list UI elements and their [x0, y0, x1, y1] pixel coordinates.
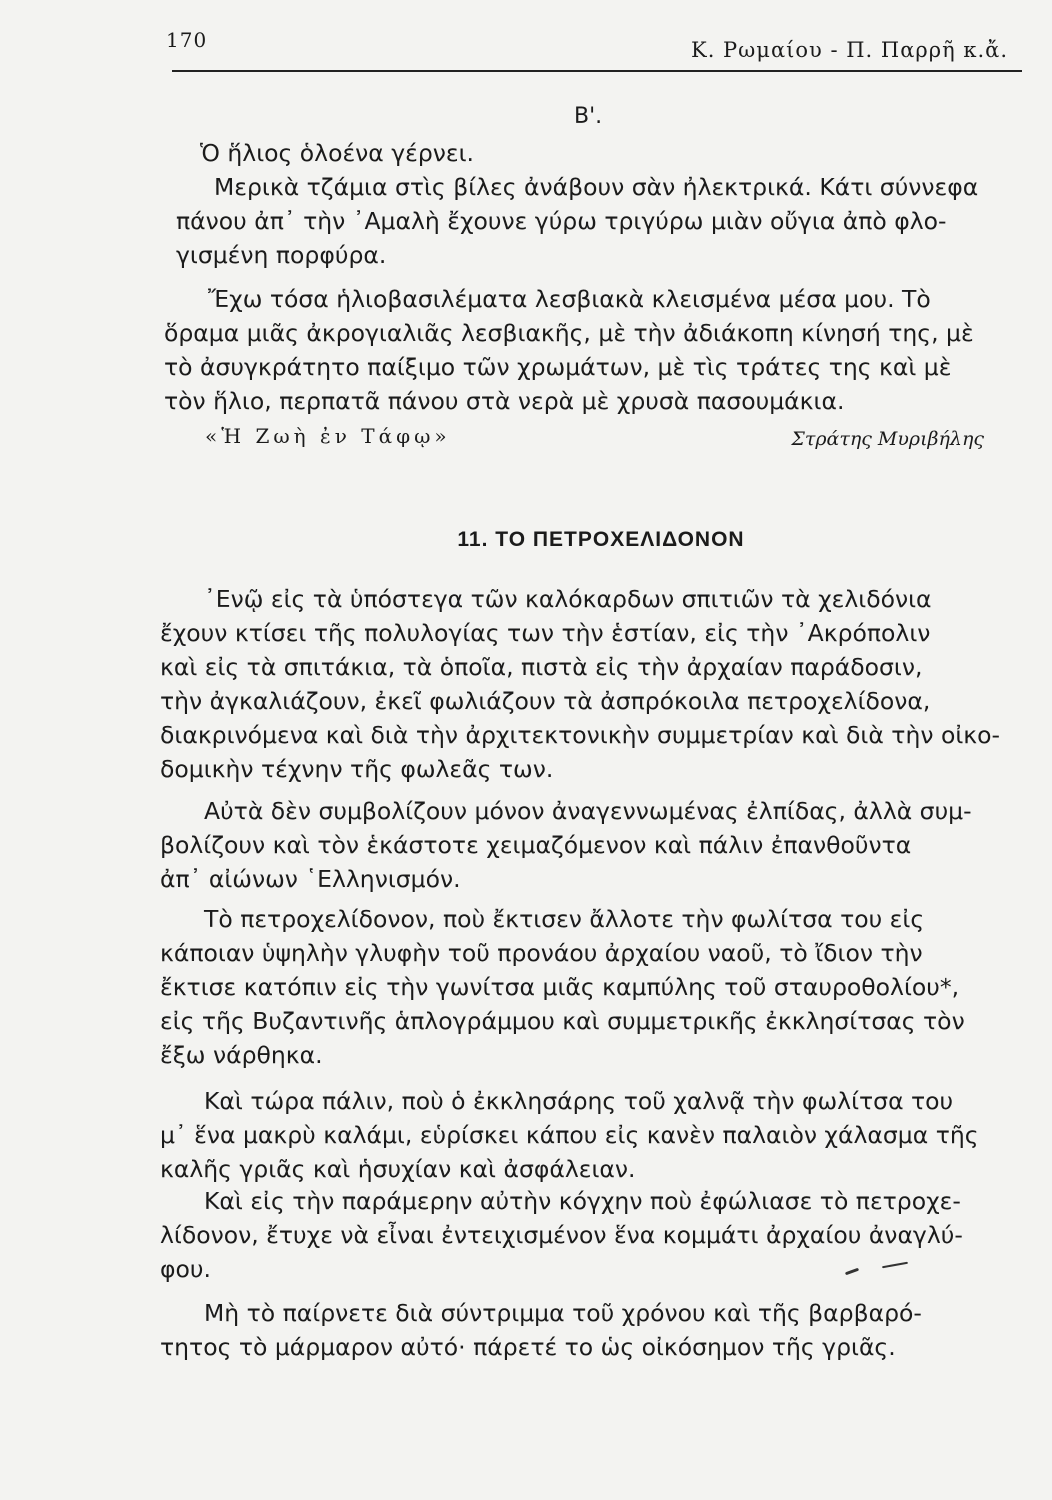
text-line: ἀπ᾽ αἰώνων ῾Ελληνισμόν.	[160, 865, 461, 893]
text-line: καλῆς γριᾶς καὶ ἡσυχίαν καὶ ἀσφάλειαν.	[160, 1155, 636, 1183]
author-name: Στράτης Μυριβήλης	[791, 428, 984, 450]
text-line: διακρινόμενα καὶ διὰ τὴν ἀρχιτεκτονικὴν συμμετρίαν καὶ διὰ τὴν οἰκο-	[160, 721, 1000, 749]
text-line: ᾽Ενῷ εἰς τὰ ὑπόστεγα τῶν καλόκαρδων σπιτιῶν τὰ χελιδόνια	[204, 585, 932, 613]
paragraph-c-1	[160, 582, 1000, 786]
text-line: ἔχουν κτίσει τῆς πολυλογίας των τὴν ἑστίαν, εἰς τὴν ᾽Ακρόπολιν	[160, 619, 931, 647]
text-line: ἔκτισε κατόπιν εἰς τὴν γωνίτσα μιᾶς καμπύλης τοῦ σταυροθολίου*,	[160, 973, 960, 1001]
paragraph-c-2	[160, 794, 972, 896]
text-line: Ὁ ἥλιος ὁλοένα γέρνει.	[200, 139, 475, 167]
text-line: καὶ εἰς τὰ σπιτάκια, τὰ ὁποῖα, πιστὰ εἰς τὴν ἀρχαίαν παράδοσιν,	[160, 653, 923, 681]
text-line: μ᾽ ἕνα μακρὺ καλάμι, εὑρίσκει κάπου εἰς κανὲν παλαιὸν χάλασμα τῆς	[160, 1121, 979, 1149]
running-title: Κ. Ρωμαίου - Π. Παρρῆ κ.ἄ.	[691, 38, 1008, 62]
text-line: Μὴ τὸ παίρνετε διὰ σύντριμμα τοῦ χρόνου καὶ τῆς βαρβαρό-	[204, 1299, 922, 1327]
paragraph-b-1	[200, 136, 474, 170]
text-line: Καὶ εἰς τὴν παράμερην αὐτὴν κόγχην ποὺ ἐφώλιασε τὸ πετροχε-	[204, 1187, 961, 1215]
text-line: Μερικὰ τζάμια στὶς βίλες ἀνάβουν σὰν ἠλεκτρικά. Κάτι σύννεφα	[214, 173, 979, 201]
text-line: εἰς τῆς Βυζαντινῆς ἁπλογράμμου καὶ συμμετρικῆς ἐκκλησίτσας τὸν	[160, 1007, 965, 1035]
text-line: λίδονον, ἔτυχε νὰ εἶναι ἐντειχισμένον ἕνα κομμάτι ἀρχαίου ἀναγλύ-	[160, 1221, 963, 1249]
paragraph-c-6	[160, 1296, 922, 1364]
header-rule	[172, 70, 1022, 72]
text-line: ἔξω νάρθηκα.	[160, 1041, 323, 1069]
text-line: ὅραμα μιᾶς ἀκρογιαλιᾶς λεσβιακῆς, μὲ τὴν ἀδιάκοπη κίνησή της, μὲ	[164, 319, 974, 347]
paragraph-b-2	[176, 170, 979, 272]
text-line: πάνου ἀπ᾽ τὴν ᾽Αμαλὴ ἔχουνε γύρω τριγύρω μιὰν οὔγια ἀπὸ φλο-	[176, 207, 947, 235]
paragraph-b-3	[164, 282, 974, 418]
paragraph-c-4	[160, 1084, 979, 1186]
text-line: βολίζουν καὶ τὸν ἑκάστοτε χειμαζόμενον καὶ πάλιν ἐπανθοῦντα	[160, 831, 912, 859]
paragraph-c-3	[160, 902, 965, 1072]
text-line: δομικὴν τέχνην τῆς φωλεᾶς των.	[160, 755, 554, 783]
text-line: κάποιαν ὑψηλὴν γλυφὴν τοῦ προνάου ἀρχαίου ναοῦ, τὸ ἴδιον τὴν	[160, 939, 923, 967]
text-line: τητος τὸ μάρμαρον αὐτό· πάρετέ το ὡς οἰκόσημον τῆς γριᾶς.	[160, 1333, 896, 1361]
text-line: τὸν ἥλιο, περπατᾶ πάνου στὰ νερὰ μὲ χρυσὰ πασουμάκια.	[164, 387, 845, 415]
source-title: «Ἡ Ζωὴ ἐν Τάφῳ»	[205, 424, 451, 448]
text-line: γισμένη πορφύρα.	[176, 241, 387, 269]
page-number: 170	[166, 28, 208, 52]
chapter-title: 11. ΤΟ ΠΕΤΡΟΧΕΛΙΔΟΝΟΝ	[457, 528, 745, 551]
section-marker: Β'.	[574, 104, 603, 129]
text-line: Ἔχω τόσα ἡλιοβασιλέματα λεσβιακὰ κλεισμένα μέσα μου. Τὸ	[208, 285, 931, 313]
text-line: Αὐτὰ δὲν συμβολίζουν μόνον ἀναγεννωμένας ἐλπίδας, ἀλλὰ συμ-	[204, 797, 972, 825]
text-line: Τὸ πετροχελίδονον, ποὺ ἔκτισεν ἄλλοτε τὴν φωλίτσα του εἰς	[204, 905, 925, 933]
text-line: τὴν ἀγκαλιάζουν, ἐκεῖ φωλιάζουν τὰ ἀσπρόκοιλα πετροχελίδονα,	[160, 687, 931, 715]
text-line: τὸ ἀσυγκράτητο παίξιμο τῶν χρωμάτων, μὲ τὶς τράτες της καὶ μὲ	[164, 353, 952, 381]
text-line: Καὶ τώρα πάλιν, ποὺ ὁ ἐκκλησάρης τοῦ χαλνᾷ τὴν φωλίτσα του	[204, 1087, 954, 1115]
text-line: φου.	[160, 1255, 211, 1283]
